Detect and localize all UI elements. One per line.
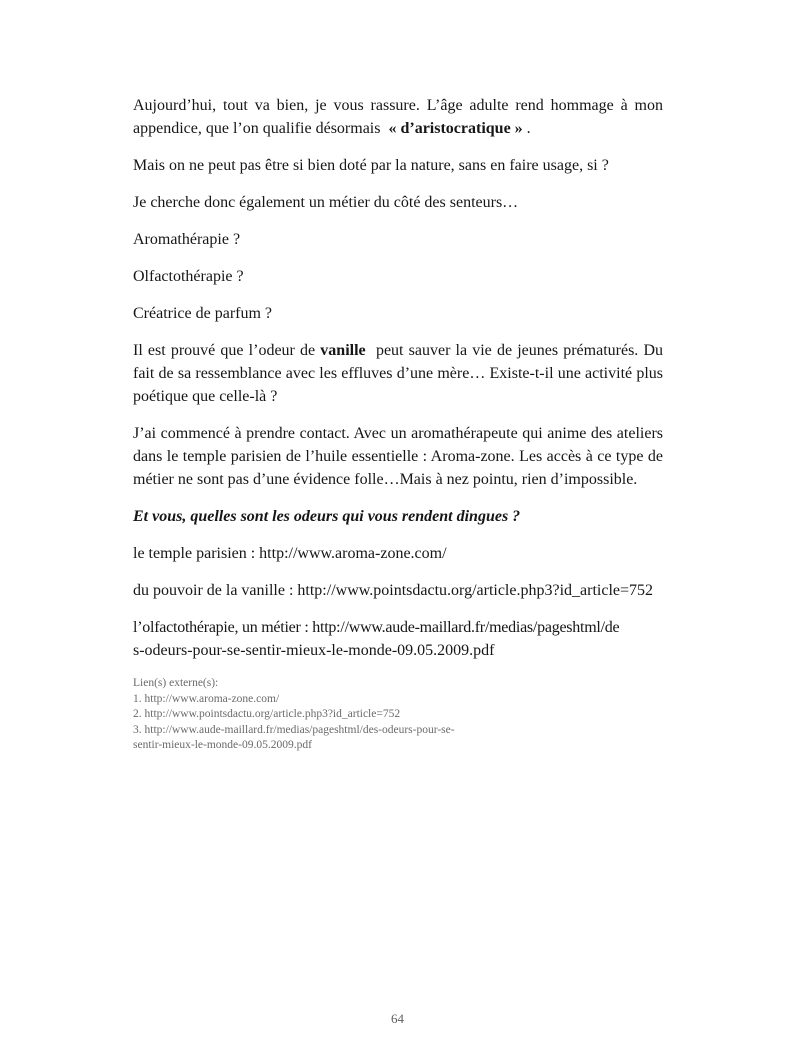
heading-question-odeurs: Et vous, quelles sont les odeurs qui vous rendent dingues ? xyxy=(133,508,521,525)
paragraph-intro xyxy=(133,94,663,140)
text-segment: Aujourd’hui, tout va bien, je vous rassure. L’âge adulte rend hommage à mon appendice, que l’on qualifie désormais xyxy=(133,97,663,137)
footnote-title: Lien(s) externe(s): xyxy=(133,677,219,689)
link-aude-maillard xyxy=(133,616,663,662)
page-number: 64 xyxy=(391,1011,404,1026)
text-segment-bold-aristocratique: « d’aristocratique » xyxy=(388,120,523,137)
footnote-item-3: 3. http://www.aude-maillard.fr/medias/pageshtml/des-odeurs-pour-se- xyxy=(133,723,455,736)
paragraph-senteurs: Je cherche donc également un métier du côté des senteurs… xyxy=(133,194,519,211)
text-segment-bold-vanille: vanille xyxy=(320,342,366,359)
line-aromatherapie: Aromathérapie ? xyxy=(133,231,241,248)
footnotes xyxy=(133,676,663,754)
paragraph-nature: Mais on ne peut pas être si bien doté par la nature, sans en faire usage, si ? xyxy=(133,157,609,174)
link-aroma-zone: le temple parisien : http://www.aroma-zone.com/ xyxy=(133,545,447,562)
link-pointsdactu: du pouvoir de la vanille : http://www.pointsdactu.org/article.php3?id_article=752 xyxy=(133,582,654,599)
text-segment: peut sauver la vie de jeunes prématurés. Du fait de sa ressemblance avec les effluves d’une mère… Existe-t-il une activité plus poétique que celle-là ? xyxy=(133,342,663,405)
line-olfactotherapie: Olfactothérapie ? xyxy=(133,268,244,285)
line-creatrice-parfum: Créatrice de parfum ? xyxy=(133,305,273,322)
text-segment: Il est prouvé que l’odeur de xyxy=(133,342,321,359)
footnote-item-3-continued: sentir-mieux-le-monde-09.05.2009.pdf xyxy=(133,739,312,751)
paragraph-contact: J’ai commencé à prendre contact. Avec un aromathérapeute qui anime des ateliers dans le temple parisien de l’huile essentielle : Aroma-zone. Les accès à ce type de métier ne sont pas d’une évidence folle…Mais à nez pointu, rien d’impossible. xyxy=(133,425,663,488)
document-body xyxy=(133,94,663,754)
footnote-item-1: 1. http://www.aroma-zone.com/ xyxy=(133,692,280,705)
link-aude-maillard-line2: s-odeurs-pour-se-sentir-mieux-le-monde-09.05.2009.pdf xyxy=(133,642,495,659)
footnote-item-2: 2. http://www.pointsdactu.org/article.php3?id_article=752 xyxy=(133,708,401,720)
paragraph-vanille xyxy=(133,339,663,408)
link-aude-maillard-line1: l’olfactothérapie, un métier : http://www.aude-maillard.fr/medias/pageshtml/de xyxy=(133,619,620,636)
text-segment: . xyxy=(522,120,531,137)
